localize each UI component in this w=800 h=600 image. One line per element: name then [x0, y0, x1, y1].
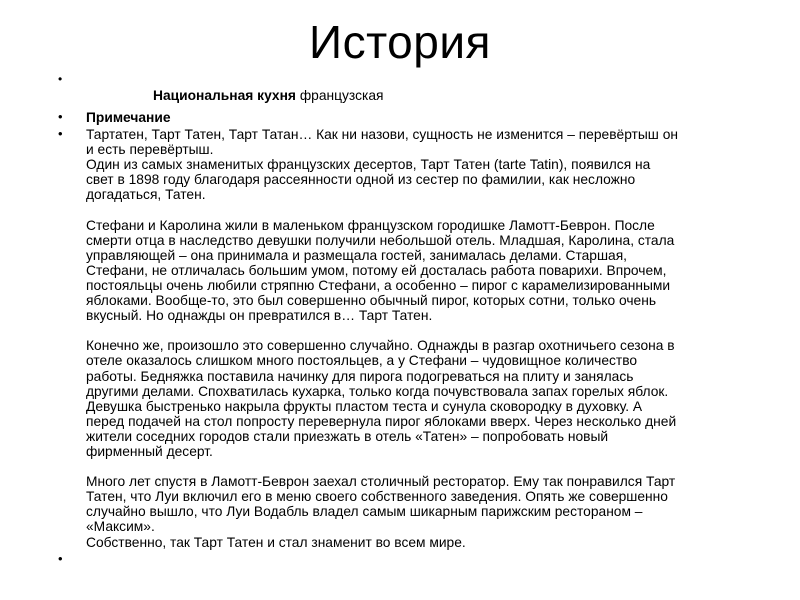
- list-item-empty-top: [58, 74, 766, 88]
- slide-body: [58, 74, 766, 568]
- paragraph-gap: [86, 459, 766, 474]
- list-item-empty-bottom: [58, 552, 766, 568]
- story-paragraph-2: Стефани и Каролина жили в маленьком французском городишке Ламотт-Беврон. После смерти отца в наследство девушки получили небольшой отель. Младшая, Каролина, стала управляющей – она принимала и размещала гостей, занималась делами. Старшая, Стефани, не отличалась большим умом, потому ей досталась работа поварихи. Впрочем, постояльцы очень любили стряпню Стефани, а особенно – пирог с карамелизированными яблоками. Вообще-то, это был совершенно обычный пирог, которых сотни, только очень вкусный. Но однажды он превратился в… Тарт Татен.: [86, 217, 675, 324]
- cuisine-value: французская: [295, 88, 384, 103]
- story-paragraph-1: Тартатен, Тарт Татен, Тарт Татан… Как ни назови, сущность не изменится – перевёртыш он и есть перевёртыш. Один из самых знаменитых французских десертов, Тарт Татен (tarte Tatin), появился на свет в 1898 году благодаря рассеянности одной из сестер по фамилии, как несложно догадаться, Татен.: [86, 127, 678, 203]
- cuisine-line: [58, 88, 766, 104]
- note-label: Примечание: [86, 110, 171, 125]
- bullet-marker: •: [58, 550, 63, 566]
- list-item-note: [58, 110, 766, 126]
- list-item-story: [58, 127, 766, 550]
- story-paragraph-3: Конечно же, произошло это совершенно случайно. Однажды в разгар охотничьего сезона в отеле оказалось слишком много постояльцев, а у Стефани – чудовищное количество работы. Бедняжка поставила начинку для пирога подогреваться на плиту и занялась другими делами. Спохватилась кухарка, только когда почувствовала запах горелых яблок. Девушка быстренько накрыла фрукты пластом теста и сунула сковородку в духовку. А перед подачей на стол попросту перевернула пирог яблоками вверх. Через несколько дней жители соседних городов стали приезжать в отель «Татен» – попробовать новый фирменный десерт.: [86, 338, 677, 459]
- bullet-marker: •: [58, 109, 63, 124]
- bullet-marker: •: [58, 72, 63, 86]
- slide-title: История: [309, 16, 491, 68]
- cuisine-label: Национальная кухня: [153, 88, 296, 103]
- story-paragraph-4: Много лет спустя в Ламотт-Беврон заехал столичный ресторатор. Ему так понравился Тарт Татен, что Луи включил его в меню своего собственного заведения. Опять же совершенно случайно вышло, что Луи Водабль владел самым шикарным парижским рестораном – «Максим». Собственно, так Тарт Татен и стал знаменит во всем мире.: [86, 474, 676, 550]
- paragraph-gap: [86, 323, 766, 338]
- paragraph-gap: [86, 202, 766, 217]
- bullet-marker: •: [58, 126, 63, 141]
